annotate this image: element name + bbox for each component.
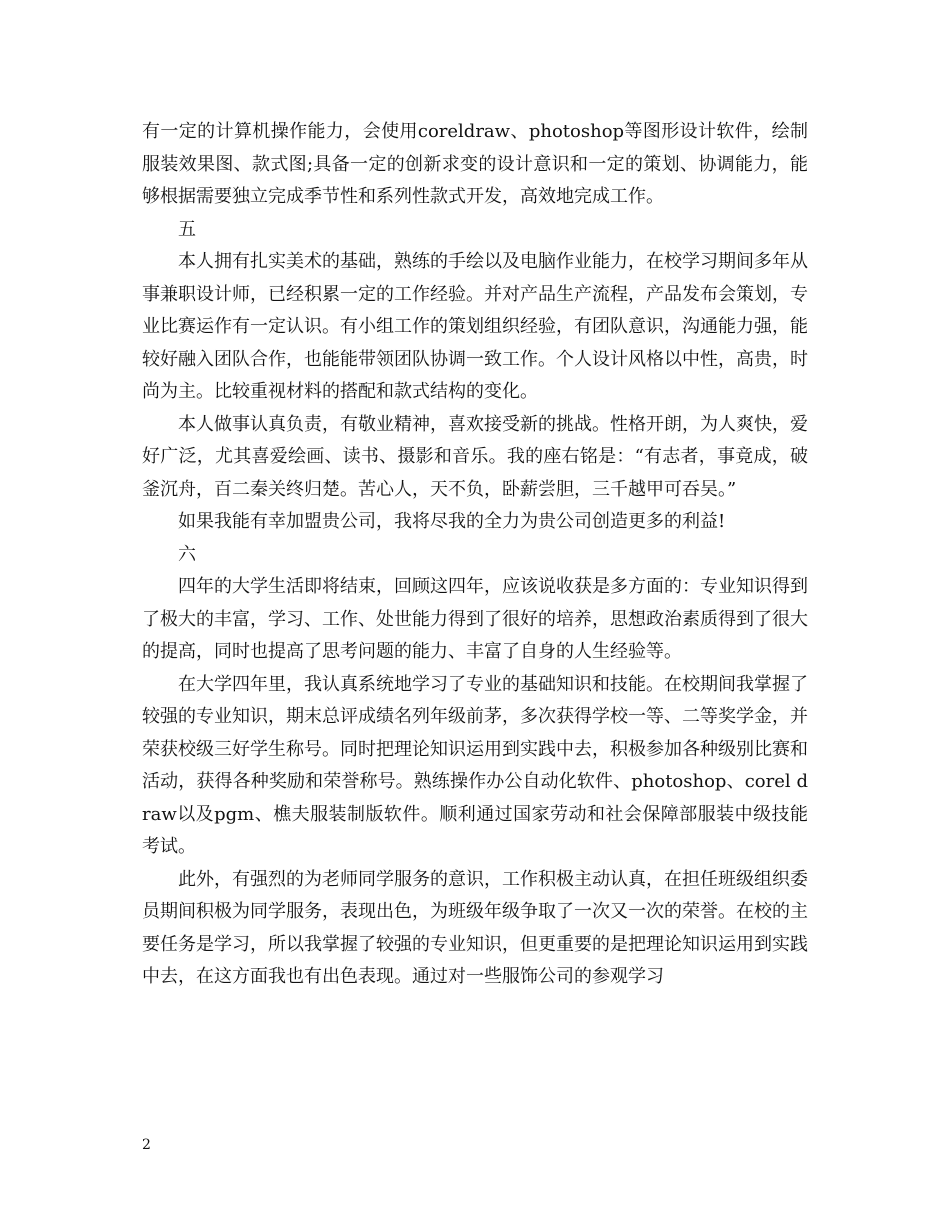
section-heading-five: 五 [178, 218, 196, 240]
section-heading-six: 六 [178, 543, 196, 565]
paragraph-closing-wish: 如果我能有幸加盟贵公司，我将尽我的全力为贵公司创造更多的利益! [178, 511, 726, 532]
paragraph-service-practice: 此外，有强烈的为老师同学服务的意识，工作积极主动认真，在担任班级组织委员期间积极为同学服务，表现出色，为班级年级争取了一次又一次的荣誉。在校的主要任务是学习，所以我掌握了较强的专业知识，但更重要的是把理论知识运用到实践中去，在这方面我也有出色表现。通过对一些服饰公司的参观学习 [142, 868, 808, 987]
paragraph-university-review: 四年的大学生活即将结束，回顾这四年，应该说收获是多方面的：专业知识得到了极大的丰富，学习、工作、处世能力得到了很好的培养，思想政治素质得到了很大的提高，同时也提高了思考问题的能力、丰富了自身的人生经验等。 [142, 576, 808, 662]
paragraph-art-foundation: 本人拥有扎实美术的基础，熟练的手绘以及电脑作业能力，在校学习期间多年从事兼职设计师，已经积累一定的工作经验。并对产品生产流程，产品发布会策划，专业比赛运作有一定认识。有小组工作的策划组织经验，有团队意识，沟通能力强，能较好融入团队合作，也能能带领团队协调一致工作。个人设计风格以中性，高贵，时尚为主。比较重视材料的搭配和款式结构的变化。 [142, 251, 808, 402]
paragraph-skills-continued: 有一定的计算机操作能力，会使用coreldraw、photoshop等图形设计软件，绘制服装效果图、款式图;具备一定的创新求变的设计意识和一定的策划、协调能力，能够根据需要独立完成季节性和系列性款式开发，高效地完成工作。 [142, 121, 808, 207]
paragraph-study-achievements: 在大学四年里，我认真系统地学习了专业的基础知识和技能。在校期间我掌握了较强的专业知识，期末总评成绩名列年级前茅，多次获得学校一等、二等奖学金，并荣获校级三好学生称号。同时把理论知识运用到实践中去，积极参加各种级别比赛和活动，获得各种奖励和荣誉称号。熟练操作办公自动化软件、photoshop、corel draw以及pgm、樵夫服装制版软件。顺利通过国家劳动和社会保障部服装中级技能考试。 [142, 673, 808, 857]
document-body [142, 116, 808, 994]
paragraph-personality-motto: 本人做事认真负责，有敬业精神，喜欢接受新的挑战。性格开朗，为人爽快，爱好广泛，尤其喜爱绘画、读书、摄影和音乐。我的座右铭是：“有志者，事竟成，破釜沉舟，百二秦关终归楚。苦心人，天不负，卧薪尝胆，三千越甲可吞吴。” [142, 413, 808, 500]
page-number: 2 [142, 1137, 151, 1153]
